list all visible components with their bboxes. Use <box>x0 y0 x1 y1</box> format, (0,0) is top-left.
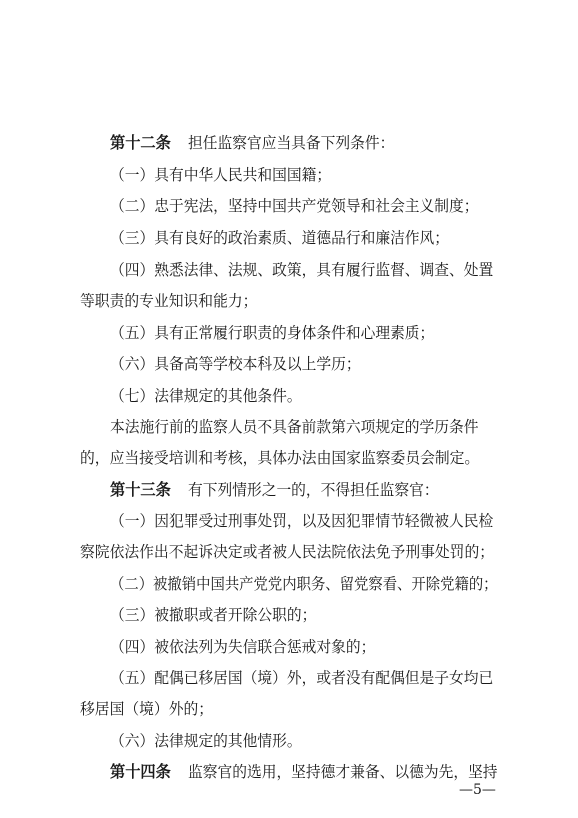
text-line <box>80 447 498 469</box>
text-line <box>110 227 498 249</box>
line-text: （二）忠于宪法，坚持中国共产党领导和社会主义制度； <box>110 197 479 215</box>
text-line <box>110 164 498 186</box>
article-heading: 第十四条 <box>110 762 171 781</box>
text-line <box>110 259 498 281</box>
line-text: （一）具有中华人民共和国国籍； <box>110 166 332 184</box>
line-text: （七）法律规定的其他条件。 <box>110 387 302 405</box>
text-line <box>110 510 498 532</box>
text-line <box>110 604 498 626</box>
line-text: （五）具有正常履行职责的身体条件和心理素质； <box>110 324 435 342</box>
line-text: 的，应当接受培训和考核，具体办法由国家监察委员会制定。 <box>80 449 480 467</box>
line-text: 有下列情形之一的，不得担任监察官： <box>187 481 439 499</box>
text-line <box>110 322 498 344</box>
line-text: （三）被撤职或者开除公职的； <box>110 606 317 624</box>
line-text: （三）具有良好的政治素质、道德品行和廉洁作风； <box>110 229 450 247</box>
text-line <box>110 636 498 658</box>
line-text: 本法施行前的监察人员不具备前款第六项规定的学历条件 <box>110 418 479 436</box>
text-line <box>110 573 498 595</box>
line-text: 察院依法作出不起诉决定或者被人民法院依法免予刑事处罚的； <box>80 543 495 561</box>
line-text: （一）因犯罪受过刑事处罚，以及因犯罪情节轻微被人民检 <box>110 512 494 530</box>
line-text: （六）法律规定的其他情形。 <box>110 732 302 750</box>
line-text: 等职责的专业知识和能力； <box>80 292 258 310</box>
text-line <box>80 290 498 312</box>
page-number: —5— <box>459 782 496 798</box>
line-text: （二）被撤销中国共产党党内职务、留党察看、开除党籍的； <box>110 575 498 593</box>
article-line <box>110 132 498 154</box>
line-text: 移居国（境）外的； <box>80 700 214 718</box>
line-text: 担任监察官应当具备下列条件： <box>187 134 395 152</box>
text-line <box>110 353 498 375</box>
article-heading: 第十三条 <box>110 480 171 499</box>
text-line <box>110 385 498 407</box>
text-line <box>110 416 498 438</box>
article-line <box>110 479 498 501</box>
line-text: 监察官的选用，坚持德才兼备、以德为先，坚持 <box>187 763 498 781</box>
line-text: （五）配偶已移居国（境）外，或者没有配偶但是子女均已 <box>110 669 494 687</box>
article-heading: 第十二条 <box>110 133 171 152</box>
text-line <box>80 698 498 720</box>
text-line <box>110 730 498 752</box>
line-text: （六）具备高等学校本科及以上学历； <box>110 355 361 373</box>
text-line <box>110 195 498 217</box>
line-text: （四）被依法列为失信联合惩戒对象的； <box>110 638 376 656</box>
line-text: （四）熟悉法律、法规、政策，具有履行监督、调查、处置 <box>110 261 494 279</box>
text-line <box>80 541 498 563</box>
article-line <box>110 761 498 783</box>
text-line <box>110 667 498 689</box>
